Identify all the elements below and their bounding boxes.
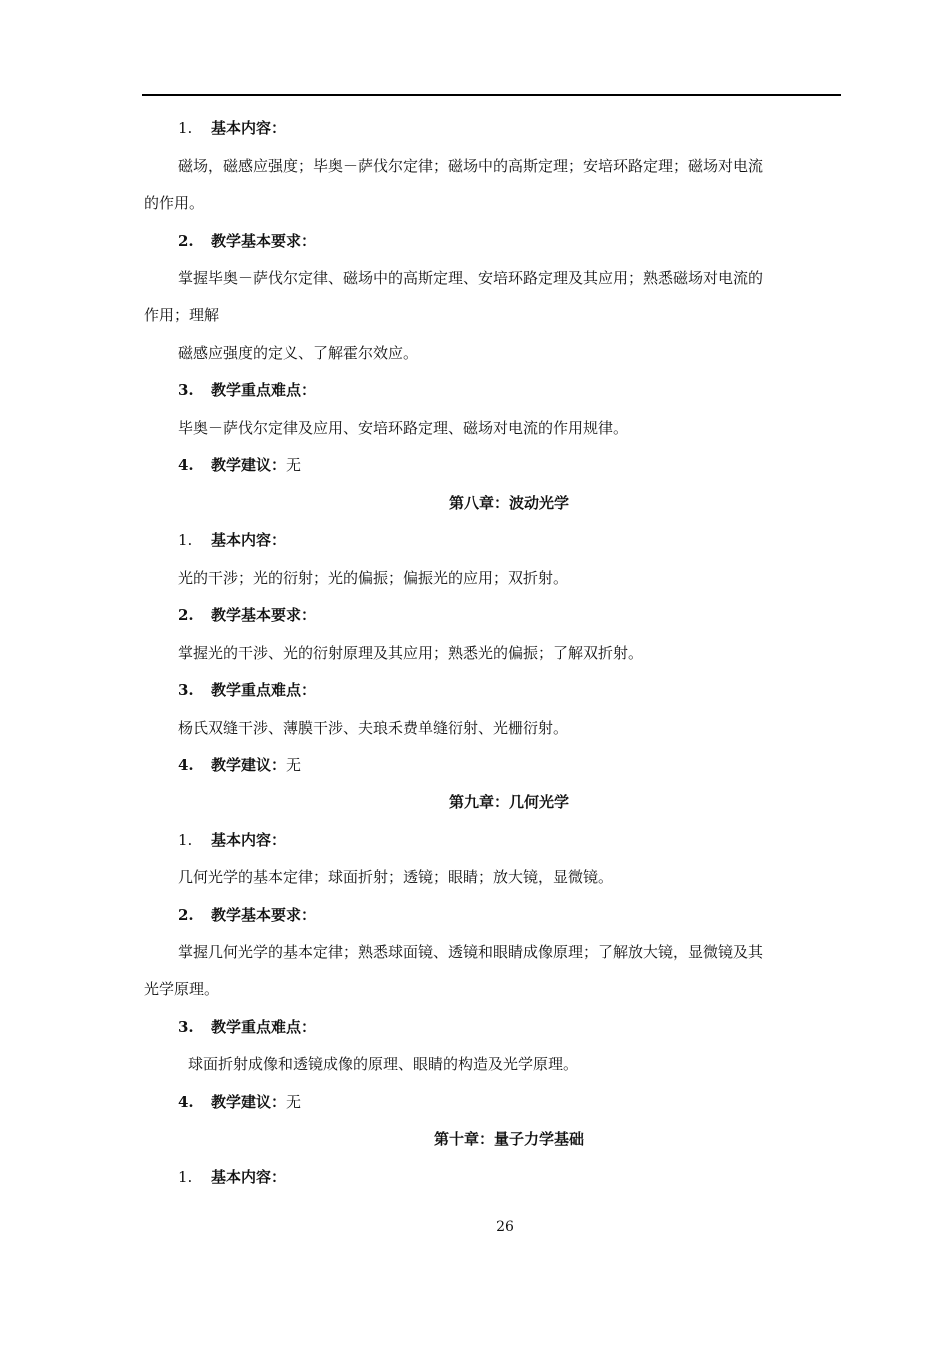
paragraph-line: 杨氏双缝干涉、薄膜干涉、夫琅禾费单缝衍射、光栅衍射。: [178, 719, 569, 737]
heading-number: 4.: [178, 456, 194, 474]
heading-label: 基本内容：: [211, 119, 287, 137]
heading-suggestions: [178, 455, 301, 475]
heading-number: 3.: [178, 681, 194, 699]
paragraph-line: 作用；理解: [144, 306, 220, 324]
chapter-title: 第九章：几何光学: [448, 793, 569, 811]
heading-suggestions: [178, 755, 301, 775]
heading-label: 教学重点难点：: [211, 381, 317, 399]
heading-key-points: [178, 380, 316, 400]
heading-basic-content: [178, 1167, 286, 1187]
paragraph-line: 磁感应强度的定义、了解霍尔效应。: [178, 344, 419, 362]
heading-label: 教学重点难点：: [211, 1018, 317, 1036]
heading-label: 教学重点难点：: [211, 681, 317, 699]
page-number: 26: [496, 1219, 514, 1235]
heading-label: 教学基本要求：: [211, 232, 317, 250]
heading-basic-content: [178, 530, 286, 550]
paragraph-line: 几何光学的基本定律；球面折射；透镜；眼睛；放大镜，显微镜。: [178, 868, 614, 886]
paragraph-line: 球面折射成像和透镜成像的原理、眼睛的构造及光学原理。: [188, 1055, 579, 1073]
heading-number: 2.: [178, 606, 194, 624]
paragraph-line: 光的干涉；光的衍射；光的偏振；偏振光的应用；双折射。: [178, 569, 569, 587]
heading-basic-content: [178, 118, 286, 138]
heading-suggestions: [178, 1092, 301, 1112]
paragraph-line: 光学原理。: [144, 980, 220, 998]
heading-requirements: [178, 231, 316, 251]
heading-value: 无: [286, 756, 302, 774]
heading-key-points: [178, 680, 316, 700]
paragraph-line: 掌握光的干涉、光的衍射原理及其应用；熟悉光的偏振；了解双折射。: [178, 644, 644, 662]
heading-number: 1.: [178, 531, 193, 549]
paragraph-line: 掌握几何光学的基本定律；熟悉球面镜、透镜和眼睛成像原理；了解放大镜，显微镜及其: [178, 943, 764, 961]
heading-number: 4.: [178, 1093, 194, 1111]
heading-label: 基本内容：: [211, 1168, 287, 1186]
paragraph-line: 毕奥－萨伐尔定律及应用、安培环路定理、磁场对电流的作用规律。: [178, 419, 629, 437]
heading-number: 1.: [178, 1168, 193, 1186]
heading-basic-content: [178, 830, 286, 850]
heading-key-points: [178, 1017, 316, 1037]
chapter-title: 第十章：量子力学基础: [433, 1130, 584, 1148]
header-rule: [142, 94, 841, 96]
heading-number: 2.: [178, 906, 194, 924]
heading-number: 1.: [178, 831, 193, 849]
heading-label: 教学基本要求：: [211, 606, 317, 624]
heading-value: 无: [286, 1093, 302, 1111]
heading-label: 教学建议：: [211, 756, 287, 774]
heading-requirements: [178, 905, 316, 925]
heading-label: 教学建议：: [211, 456, 287, 474]
heading-label: 教学基本要求：: [211, 906, 317, 924]
heading-label: 教学建议：: [211, 1093, 287, 1111]
heading-number: 2.: [178, 232, 194, 250]
heading-label: 基本内容：: [211, 531, 287, 549]
paragraph-line: 的作用。: [144, 194, 205, 212]
heading-number: 4.: [178, 756, 194, 774]
heading-requirements: [178, 605, 316, 625]
paragraph-line: 掌握毕奥－萨伐尔定律、磁场中的高斯定理、安培环路定理及其应用；熟悉磁场对电流的: [178, 269, 764, 287]
paragraph-line: 磁场，磁感应强度；毕奥－萨伐尔定律；磁场中的高斯定理；安培环路定理；磁场对电流: [178, 157, 764, 175]
heading-label: 基本内容：: [211, 831, 287, 849]
heading-number: 3.: [178, 381, 194, 399]
heading-number: 3.: [178, 1018, 194, 1036]
chapter-title: 第八章：波动光学: [448, 494, 569, 512]
heading-number: 1.: [178, 119, 193, 137]
heading-value: 无: [286, 456, 302, 474]
